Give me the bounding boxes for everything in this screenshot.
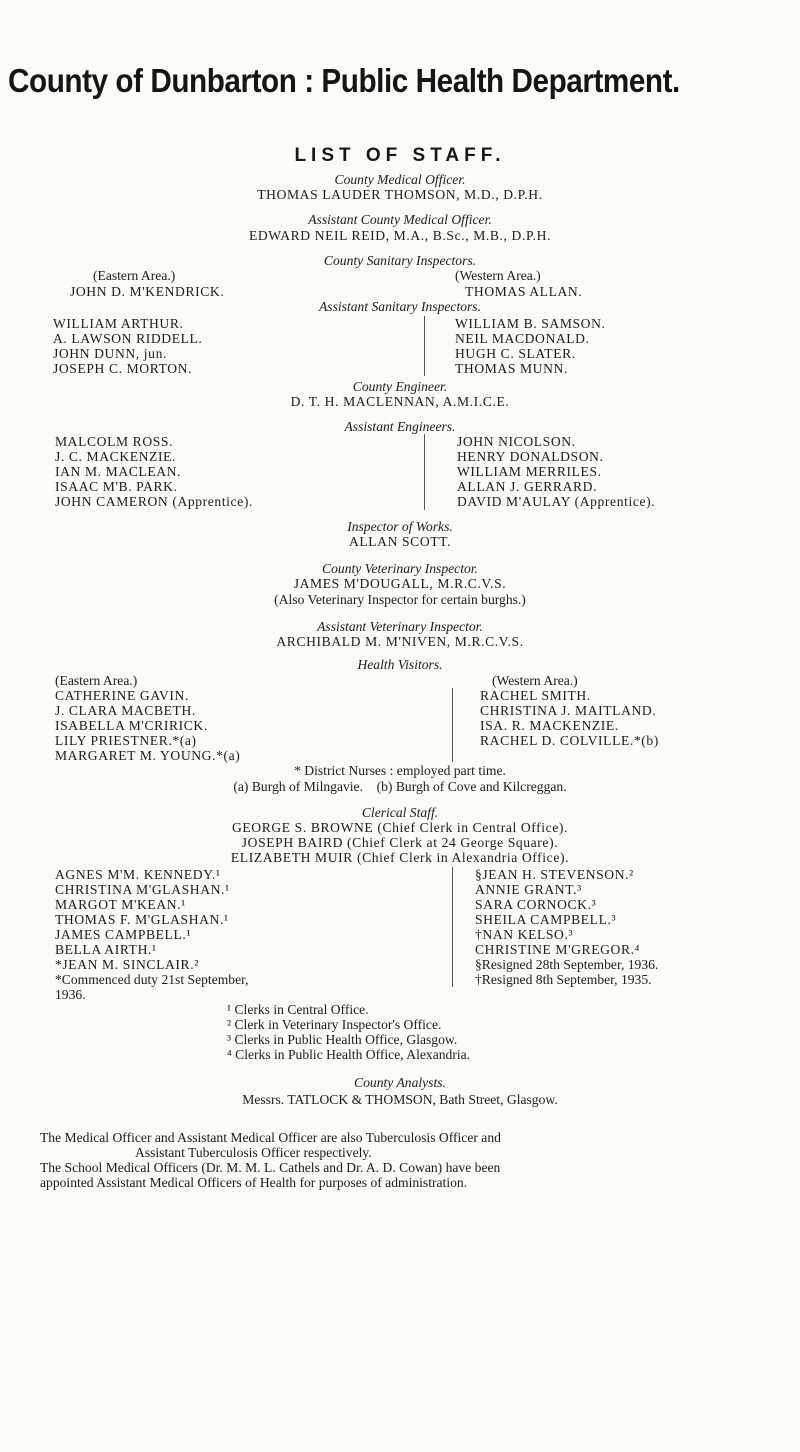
health-visitors-left-4: MARGARET M. YOUNG.*(a) [55,748,241,763]
health-visitors-right-3: RACHEL D. COLVILLE.*(b) [480,733,659,748]
health-visitors-right-2: ISA. R. MACKENZIE. [480,718,619,733]
inspector-of-works-heading: Inspector of Works. [347,519,453,534]
note-line-1: Assistant Tuberculosis Officer respectively. [135,1145,372,1160]
health-visitors-right-1: CHRISTINA J. MAITLAND. [480,703,657,718]
column-divider [452,688,453,762]
page-header: County of Dunbarton : Public Health Department. [8,62,680,99]
veterinary-inspector-note: (Also Veterinary Inspector for certain burghs.) [274,592,526,607]
county-analysts-name: Messrs. TATLOCK & THOMSON, Bath Street, Glasgow. [242,1092,558,1107]
county-engineer-heading: County Engineer. [352,379,448,394]
clerical-footnote-4: ⁴ Clerks in Public Health Office, Alexandria. [227,1047,471,1062]
clerical-chief-0: GEORGE S. BROWNE (Chief Clerk in Central Office). [231,820,569,835]
inspector-of-works-name: ALLAN SCOTT. [348,534,452,549]
clerical-right-1: ANNIE GRANT.³ [475,882,582,897]
sanitary-east-name: JOHN D. M'KENDRICK. [70,284,225,299]
note-line-2: The School Medical Officers (Dr. M. M. L. Cathels and Dr. A. D. Cowan) have been [40,1160,501,1175]
assistant-engineers-right-3: ALLAN J. GERRARD. [457,479,598,494]
clerical-footnote-1: ¹ Clerks in Central Office. [227,1002,369,1017]
clerical-left-2: MARGOT M'KEAN.¹ [55,897,186,912]
assistant-engineers-left-2: IAN M. MACLEAN. [55,464,182,479]
veterinary-inspector-heading: County Veterinary Inspector. [322,561,478,576]
sanitary-east-area: (Eastern Area.) [93,268,176,283]
assistant-medical-officer-name: EDWARD NEIL REID, M.A., B.Sc., M.B., D.P.H. [248,228,552,243]
clerical-left-4: JAMES CAMPBELL.¹ [55,927,192,942]
assistant-sanitary-left-3: JOSEPH C. MORTON. [53,361,193,376]
clerical-footnote-2: ² Clerk in Veterinary Inspector's Office. [227,1017,442,1032]
county-engineer-name: D. T. H. MACLENNAN, A.M.I.C.E. [290,394,510,409]
clerical-right-5: CHRISTINE M'GREGOR.⁴ [475,942,640,957]
health-visitors-left-3: LILY PRIESTNER.*(a) [55,733,197,748]
clerical-right-note-1: †Resigned 8th September, 1935. [475,972,652,987]
health-visitors-note-2: (a) Burgh of Milngavie. (b) Burgh of Cove and Kilcreggan. [233,779,567,794]
health-visitors-left-2: ISABELLA M'CRIRICK. [55,718,208,733]
assistant-sanitary-right-3: THOMAS MUNN. [455,361,568,376]
clerical-right-note-0: §Resigned 28th September, 1936. [475,957,659,972]
health-visitors-right-0: RACHEL SMITH. [480,688,591,703]
assistant-veterinary-name: ARCHIBALD M. M'NIVEN, M.R.C.V.S. [276,634,524,649]
clerical-staff-heading: Clerical Staff. [361,805,439,820]
assistant-sanitary-left-2: JOHN DUNN, jun. [53,346,167,361]
clerical-left-5: BELLA AIRTH.¹ [55,942,157,957]
assistant-sanitary-right-0: WILLIAM B. SAMSON. [455,316,606,331]
clerical-left-1: CHRISTINA M'GLASHAN.¹ [55,882,230,897]
assistant-engineers-left-0: MALCOLM ROSS. [55,434,174,449]
clerical-left-3: THOMAS F. M'GLASHAN.¹ [55,912,229,927]
sanitary-west-name: THOMAS ALLAN. [465,284,583,299]
clerical-right-4: †NAN KELSO.³ [475,927,574,942]
health-visitors-west-area: (Western Area.) [492,673,578,688]
assistant-engineers-right-0: JOHN NICOLSON. [457,434,576,449]
assistant-sanitary-left-0: WILLIAM ARTHUR. [53,316,184,331]
medical-officer-heading: County Medical Officer. [334,172,466,187]
clerical-right-2: SARA CORNOCK.³ [475,897,597,912]
health-visitors-note-1: * District Nurses : employed part time. [294,763,506,778]
clerical-chief-2: ELIZABETH MUIR (Chief Clerk in Alexandria Office). [230,850,570,865]
health-visitors-left-1: J. CLARA MACBETH. [55,703,196,718]
assistant-engineers-right-1: HENRY DONALDSON. [457,449,604,464]
clerical-left-note-year: 1936. [55,987,86,1002]
assistant-sanitary-right-1: NEIL MACDONALD. [455,331,590,346]
note-line-0: The Medical Officer and Assistant Medical Officer are also Tuberculosis Officer and [40,1130,501,1145]
assistant-engineers-left-4: JOHN CAMERON (Apprentice). [55,494,253,509]
column-divider [424,434,425,510]
list-title: LIST OF STAFF. [294,145,506,166]
assistant-sanitary-heading: Assistant Sanitary Inspectors. [319,299,481,314]
clerical-footnote-3: ³ Clerks in Public Health Office, Glasgow. [227,1032,458,1047]
assistant-engineers-heading: Assistant Engineers. [344,419,456,434]
assistant-engineers-right-2: WILLIAM MERRILES. [457,464,602,479]
clerical-right-0: §JEAN H. STEVENSON.² [475,867,634,882]
assistant-medical-officer-heading: Assistant County Medical Officer. [308,212,492,227]
clerical-left-6: *JEAN M. SINCLAIR.² [55,957,199,972]
health-visitors-heading: Health Visitors. [357,657,443,672]
clerical-left-0: AGNES M'M. KENNEDY.¹ [55,867,221,882]
column-divider [424,316,425,376]
clerical-left-note: *Commenced duty 21st September, [55,972,249,987]
assistant-sanitary-right-2: HUGH C. SLATER. [455,346,576,361]
clerical-right-3: SHEILA CAMPBELL.³ [475,912,617,927]
assistant-sanitary-left-1: A. LAWSON RIDDELL. [53,331,203,346]
medical-officer-name: THOMAS LAUDER THOMSON, M.D., D.P.H. [257,187,543,202]
veterinary-inspector-name: JAMES M'DOUGALL, M.R.C.V.S. [293,576,507,591]
note-line-3: appointed Assistant Medical Officers of Health for purposes of administration. [40,1175,468,1190]
sanitary-west-area: (Western Area.) [455,268,541,283]
sanitary-inspectors-heading: County Sanitary Inspectors. [323,253,477,268]
county-analysts-heading: County Analysts. [354,1075,446,1090]
health-visitors-left-0: CATHERINE GAVIN. [55,688,189,703]
assistant-veterinary-heading: Assistant Veterinary Inspector. [317,619,483,634]
assistant-engineers-right-4: DAVID M'AULAY (Apprentice). [457,494,656,509]
assistant-engineers-left-3: ISAAC M'B. PARK. [55,479,178,494]
column-divider [452,867,453,987]
clerical-chief-1: JOSEPH BAIRD (Chief Clerk at 24 George Square). [241,835,559,850]
health-visitors-east-area: (Eastern Area.) [55,673,138,688]
assistant-engineers-left-1: J. C. MACKENZIE. [55,449,176,464]
